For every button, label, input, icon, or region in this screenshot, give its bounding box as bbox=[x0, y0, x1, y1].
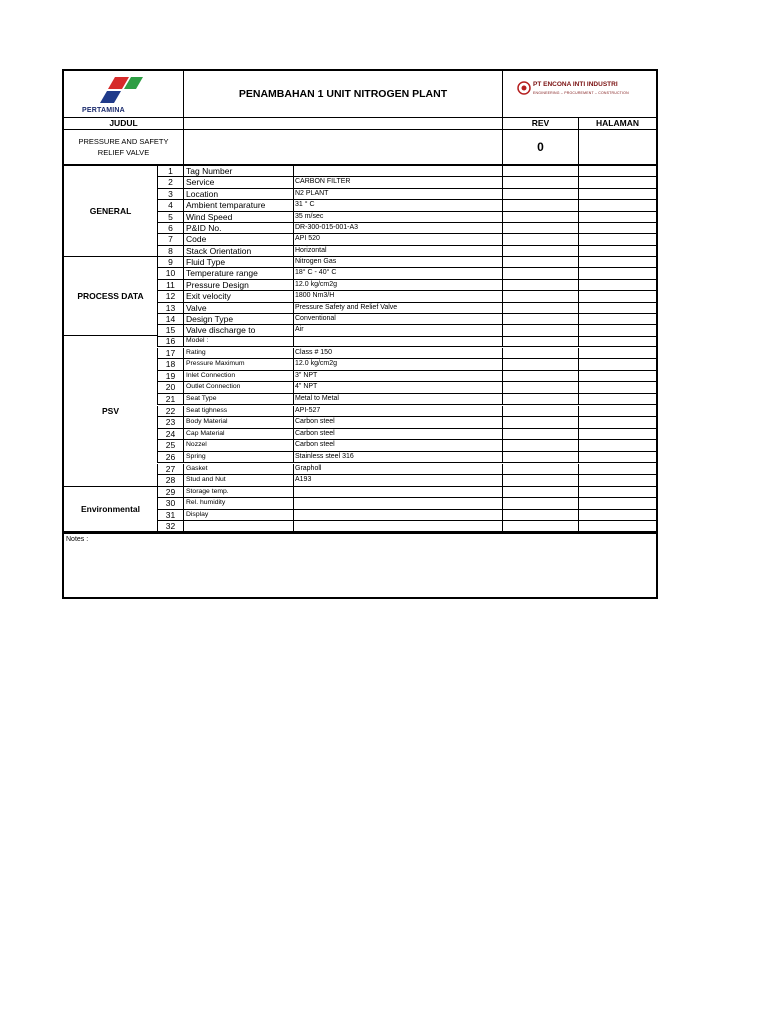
halaman-value bbox=[579, 130, 656, 166]
row-value: Stainless steel 316 bbox=[294, 452, 503, 463]
row-label: Rel. humidity bbox=[184, 498, 294, 509]
row-blank-a bbox=[503, 314, 579, 325]
notes-label: Notes : bbox=[66, 536, 89, 543]
row-value: Nitrogen Gas bbox=[294, 257, 503, 268]
row-label: Valve bbox=[184, 303, 294, 314]
row-blank-a bbox=[503, 268, 579, 279]
row-number: 29 bbox=[157, 487, 184, 498]
row-blank-b bbox=[579, 268, 656, 279]
row-value: Carbon steel bbox=[294, 429, 503, 440]
row-blank-b bbox=[579, 371, 656, 382]
row-number: 16 bbox=[157, 336, 184, 347]
row-blank-a bbox=[503, 475, 579, 486]
row-blank-b bbox=[579, 475, 656, 486]
row-value: Air bbox=[294, 325, 503, 336]
table-row bbox=[64, 464, 656, 475]
row-value bbox=[294, 498, 503, 509]
row-value: Metal to Metal bbox=[294, 394, 503, 405]
doc-subject-blank bbox=[184, 130, 503, 166]
document-title: PENAMBAHAN 1 UNIT NITROGEN PLANT bbox=[184, 71, 503, 118]
row-label: Nozzel bbox=[184, 440, 294, 451]
row-value: 18° C - 40° C bbox=[294, 268, 503, 279]
row-blank-b bbox=[579, 166, 656, 177]
row-value: Carbon steel bbox=[294, 417, 503, 428]
row-label: Storage temp. bbox=[184, 487, 294, 498]
table-row bbox=[64, 200, 656, 211]
row-number: 24 bbox=[157, 429, 184, 440]
row-label: Body Material bbox=[184, 417, 294, 428]
row-number: 26 bbox=[157, 452, 184, 463]
row-value: 4" NPT bbox=[294, 382, 503, 393]
row-blank-a bbox=[503, 177, 579, 188]
row-label: Pressure Design bbox=[184, 280, 294, 291]
table-row bbox=[64, 452, 656, 463]
table-row bbox=[64, 336, 656, 347]
section-environmental: Environmental bbox=[64, 487, 157, 532]
row-blank-a bbox=[503, 166, 579, 177]
row-blank-b bbox=[579, 212, 656, 223]
table-row bbox=[64, 166, 656, 177]
row-value: N2 PLANT bbox=[294, 189, 503, 200]
row-number: 5 bbox=[157, 212, 184, 223]
row-label: Seat tighness bbox=[184, 406, 294, 417]
row-value bbox=[294, 487, 503, 498]
row-blank-a bbox=[503, 440, 579, 451]
row-blank-b bbox=[579, 464, 656, 475]
row-value: Conventional bbox=[294, 314, 503, 325]
row-number: 32 bbox=[157, 521, 184, 532]
company-tagline: ENGINEERING – PROCUREMENT – CONSTRUCTION bbox=[533, 91, 629, 95]
row-number: 3 bbox=[157, 189, 184, 200]
row-blank-b bbox=[579, 452, 656, 463]
row-value: 12.0 kg/cm2g bbox=[294, 359, 503, 370]
table-row bbox=[64, 303, 656, 314]
row-value: Class # 150 bbox=[294, 348, 503, 359]
row-blank-b bbox=[579, 359, 656, 370]
section-process-data: PROCESS DATA bbox=[64, 257, 157, 336]
doc-subject: PRESSURE AND SAFETY RELIEF VALVE bbox=[64, 130, 184, 166]
row-value: 12.0 kg/cm2g bbox=[294, 280, 503, 291]
row-blank-b bbox=[579, 336, 656, 347]
row-value bbox=[294, 521, 503, 532]
row-value: CARBON FILTER bbox=[294, 177, 503, 188]
row-blank-b bbox=[579, 382, 656, 393]
row-blank-a bbox=[503, 487, 579, 498]
header bbox=[64, 71, 656, 166]
row-value: 35 m/sec bbox=[294, 212, 503, 223]
rev-value: 0 bbox=[503, 130, 579, 166]
row-label: Tag Number bbox=[184, 166, 294, 177]
table-row bbox=[64, 189, 656, 200]
row-value: API 520 bbox=[294, 234, 503, 245]
row-blank-a bbox=[503, 406, 579, 417]
row-blank-a bbox=[503, 371, 579, 382]
row-number: 4 bbox=[157, 200, 184, 211]
row-label: Seat Type bbox=[184, 394, 294, 405]
row-blank-b bbox=[579, 394, 656, 405]
row-label: Fluid Type bbox=[184, 257, 294, 268]
row-blank-a bbox=[503, 464, 579, 475]
table-row bbox=[64, 246, 656, 257]
row-number: 12 bbox=[157, 291, 184, 302]
row-blank-a bbox=[503, 417, 579, 428]
row-label: Model : bbox=[184, 336, 294, 347]
row-value bbox=[294, 336, 503, 347]
row-label: Location bbox=[184, 189, 294, 200]
table-row bbox=[64, 521, 656, 532]
row-label: Ambient temparature bbox=[184, 200, 294, 211]
row-blank-b bbox=[579, 510, 656, 521]
table-row bbox=[64, 394, 656, 405]
row-blank-b bbox=[579, 417, 656, 428]
company-name: PT ENCONA INTI INDUSTRI bbox=[533, 81, 618, 88]
row-number: 18 bbox=[157, 359, 184, 370]
row-number: 22 bbox=[157, 406, 184, 417]
row-number: 19 bbox=[157, 371, 184, 382]
row-value: API-527 bbox=[294, 406, 503, 417]
row-label: Inlet Connection bbox=[184, 371, 294, 382]
logo-cell bbox=[64, 71, 184, 118]
row-label: Gasket bbox=[184, 464, 294, 475]
table-row bbox=[64, 234, 656, 245]
table-row bbox=[64, 268, 656, 279]
row-blank-a bbox=[503, 521, 579, 532]
row-value: 1800 Nm3/H bbox=[294, 291, 503, 302]
row-blank-b bbox=[579, 429, 656, 440]
row-value: 31 ° C bbox=[294, 200, 503, 211]
table-row bbox=[64, 291, 656, 302]
row-value: Horizontal bbox=[294, 246, 503, 257]
row-value: Pressure Safety and Relief Valve bbox=[294, 303, 503, 314]
row-blank-b bbox=[579, 348, 656, 359]
row-blank-a bbox=[503, 257, 579, 268]
row-blank-b bbox=[579, 498, 656, 509]
row-blank-a bbox=[503, 510, 579, 521]
row-value: 3" NPT bbox=[294, 371, 503, 382]
table-row bbox=[64, 498, 656, 509]
row-number: 20 bbox=[157, 382, 184, 393]
halaman-label: HALAMAN bbox=[579, 118, 656, 130]
row-blank-a bbox=[503, 200, 579, 211]
row-blank-b bbox=[579, 257, 656, 268]
row-value: DR-300-015-001-A3 bbox=[294, 223, 503, 234]
row-blank-b bbox=[579, 234, 656, 245]
row-value: A193 bbox=[294, 475, 503, 486]
table-row bbox=[64, 359, 656, 370]
table-row bbox=[64, 417, 656, 428]
section-psv: PSV bbox=[64, 336, 157, 487]
row-blank-b bbox=[579, 189, 656, 200]
row-blank-a bbox=[503, 234, 579, 245]
row-blank-b bbox=[579, 291, 656, 302]
section-general: GENERAL bbox=[64, 166, 157, 257]
row-number: 15 bbox=[157, 325, 184, 336]
row-blank-b bbox=[579, 487, 656, 498]
table-row bbox=[64, 440, 656, 451]
row-number: 6 bbox=[157, 223, 184, 234]
row-label: Service bbox=[184, 177, 294, 188]
row-number: 23 bbox=[157, 417, 184, 428]
row-label: Stack Orientation bbox=[184, 246, 294, 257]
row-number: 17 bbox=[157, 348, 184, 359]
row-blank-b bbox=[579, 314, 656, 325]
table-row bbox=[64, 223, 656, 234]
row-blank-b bbox=[579, 200, 656, 211]
row-label: Code bbox=[184, 234, 294, 245]
row-label bbox=[184, 521, 294, 532]
row-value: Grapholl bbox=[294, 464, 503, 475]
encona-logo-icon bbox=[517, 81, 531, 95]
table-row bbox=[64, 406, 656, 417]
rev-label: REV bbox=[503, 118, 579, 130]
row-number: 28 bbox=[157, 475, 184, 486]
row-value bbox=[294, 166, 503, 177]
row-value bbox=[294, 510, 503, 521]
row-number: 14 bbox=[157, 314, 184, 325]
judul-label: JUDUL bbox=[64, 118, 184, 130]
row-number: 10 bbox=[157, 268, 184, 279]
table-row bbox=[64, 429, 656, 440]
row-number: 30 bbox=[157, 498, 184, 509]
row-label: Cap Material bbox=[184, 429, 294, 440]
row-blank-b bbox=[579, 406, 656, 417]
row-number: 2 bbox=[157, 177, 184, 188]
row-label: Stud and Nut bbox=[184, 475, 294, 486]
row-label: Exit velocity bbox=[184, 291, 294, 302]
row-number: 13 bbox=[157, 303, 184, 314]
logo-name: PERTAMINA bbox=[82, 107, 125, 114]
row-blank-a bbox=[503, 382, 579, 393]
row-number: 11 bbox=[157, 280, 184, 291]
table-row bbox=[64, 382, 656, 393]
row-number: 21 bbox=[157, 394, 184, 405]
table-row bbox=[64, 510, 656, 521]
table-row bbox=[64, 371, 656, 382]
row-label: P&ID No. bbox=[184, 223, 294, 234]
row-label: Spring bbox=[184, 452, 294, 463]
row-blank-b bbox=[579, 521, 656, 532]
pertamina-logo-icon bbox=[89, 73, 149, 107]
row-blank-a bbox=[503, 246, 579, 257]
table-row bbox=[64, 487, 656, 498]
row-blank-b bbox=[579, 246, 656, 257]
row-label: Temperature range bbox=[184, 268, 294, 279]
judul-blank bbox=[184, 118, 503, 130]
row-number: 1 bbox=[157, 166, 184, 177]
row-blank-a bbox=[503, 359, 579, 370]
table-row bbox=[64, 257, 656, 268]
row-label: Valve discharge to bbox=[184, 325, 294, 336]
datasheet bbox=[62, 69, 658, 599]
row-blank-a bbox=[503, 429, 579, 440]
table-row bbox=[64, 314, 656, 325]
table-row bbox=[64, 177, 656, 188]
row-blank-a bbox=[503, 291, 579, 302]
company-logo-cell bbox=[503, 71, 656, 118]
row-label: Wind Speed bbox=[184, 212, 294, 223]
table-row bbox=[64, 348, 656, 359]
row-number: 27 bbox=[157, 464, 184, 475]
row-label: Design Type bbox=[184, 314, 294, 325]
row-blank-a bbox=[503, 223, 579, 234]
table-row bbox=[64, 212, 656, 223]
row-blank-b bbox=[579, 303, 656, 314]
row-blank-b bbox=[579, 440, 656, 451]
notes-box bbox=[64, 532, 656, 599]
row-blank-a bbox=[503, 336, 579, 347]
row-blank-a bbox=[503, 452, 579, 463]
row-blank-a bbox=[503, 212, 579, 223]
row-blank-a bbox=[503, 303, 579, 314]
table-row bbox=[64, 475, 656, 486]
row-number: 7 bbox=[157, 234, 184, 245]
row-blank-b bbox=[579, 177, 656, 188]
row-label: Outlet Connection bbox=[184, 382, 294, 393]
row-label: Pressure Maximum bbox=[184, 359, 294, 370]
row-number: 31 bbox=[157, 510, 184, 521]
row-blank-a bbox=[503, 498, 579, 509]
row-label: Display bbox=[184, 510, 294, 521]
row-blank-a bbox=[503, 280, 579, 291]
row-blank-b bbox=[579, 223, 656, 234]
row-blank-a bbox=[503, 348, 579, 359]
table-row bbox=[64, 280, 656, 291]
row-blank-a bbox=[503, 189, 579, 200]
row-blank-a bbox=[503, 394, 579, 405]
row-number: 8 bbox=[157, 246, 184, 257]
row-label: Rating bbox=[184, 348, 294, 359]
row-number: 25 bbox=[157, 440, 184, 451]
row-blank-b bbox=[579, 280, 656, 291]
row-value: Carbon steel bbox=[294, 440, 503, 451]
row-number: 9 bbox=[157, 257, 184, 268]
